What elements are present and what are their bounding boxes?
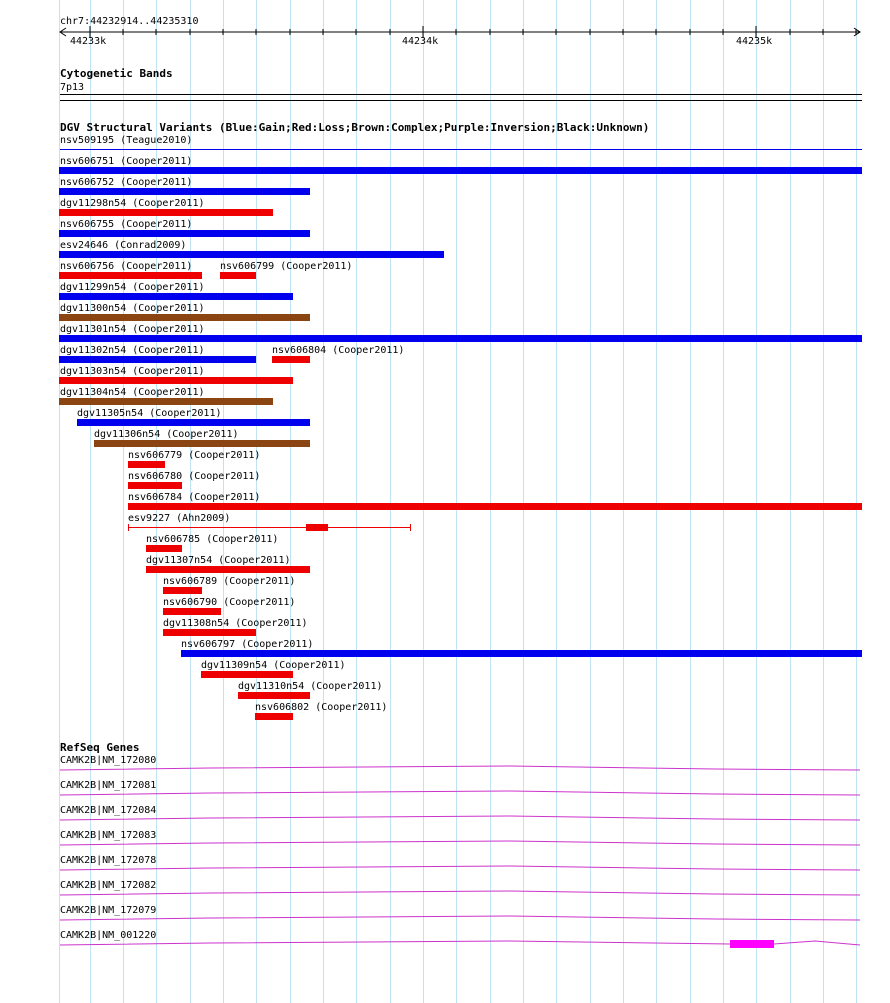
dgv-feature-label-dgv11309n54: dgv11309n54 (Cooper2011) [201, 660, 346, 671]
refseq-transcript-NM_172079[interactable] [60, 916, 860, 920]
refseq-gene-label-NM_172078: CAMK2B|NM_172078 [60, 855, 157, 866]
refseq-transcript-NM_172083[interactable] [60, 841, 860, 845]
dgv-feature-label-dgv11306n54: dgv11306n54 (Cooper2011) [94, 429, 239, 440]
dgv-feature-label-nsv606799: nsv606799 (Cooper2011) [220, 261, 353, 272]
dgv-feature-label-nsv606751: nsv606751 (Cooper2011) [60, 156, 193, 167]
refseq-gene-label-NM_172082: CAMK2B|NM_172082 [60, 880, 157, 891]
dgv-feature-label-esv24646: esv24646 (Conrad2009) [60, 240, 187, 251]
dgv-feature-label-nsv606752: nsv606752 (Cooper2011) [60, 177, 193, 188]
dgv-feature-label-nsv606804: nsv606804 (Cooper2011) [272, 345, 405, 356]
dgv-feature-label-nsv606784: nsv606784 (Cooper2011) [128, 492, 261, 503]
dgv-feature-label-dgv11310n54: dgv11310n54 (Cooper2011) [238, 681, 383, 692]
cytoband-track-title: Cytogenetic Bands [60, 67, 173, 80]
dgv-feature-label-dgv11299n54: dgv11299n54 (Cooper2011) [60, 282, 205, 293]
dgv-feature-label-dgv11303n54: dgv11303n54 (Cooper2011) [60, 366, 205, 377]
ruler-tick-label-44234k: 44234k [402, 36, 439, 47]
dgv-feature-label-nsv606780: nsv606780 (Cooper2011) [128, 471, 261, 482]
refseq-transcript-NM_172081[interactable] [60, 791, 860, 795]
refseq-gene-label-NM_172083: CAMK2B|NM_172083 [60, 830, 157, 841]
dgv-feature-label-nsv606785: nsv606785 (Cooper2011) [146, 534, 279, 545]
dgv-feature-label-nsv606779: nsv606779 (Cooper2011) [128, 450, 261, 461]
dgv-feature-label-nsv606790: nsv606790 (Cooper2011) [163, 597, 296, 608]
dgv-feature-label-dgv11301n54: dgv11301n54 (Cooper2011) [60, 324, 205, 335]
dgv-feature-label-dgv11304n54: dgv11304n54 (Cooper2011) [60, 387, 205, 398]
refseq-gene-label-NM_172080: CAMK2B|NM_172080 [60, 755, 157, 766]
dgv-feature-label-nsv606802: nsv606802 (Cooper2011) [255, 702, 388, 713]
dgv-feature-label-nsv606755: nsv606755 (Cooper2011) [60, 219, 193, 230]
refseq-gene-label-NM_172079: CAMK2B|NM_172079 [60, 905, 157, 916]
refseq-track-title: RefSeq Genes [60, 741, 140, 754]
refseq-transcript-NM_172078[interactable] [60, 866, 860, 870]
cytoband-band-label: 7p13 [60, 82, 85, 93]
ruler-tick-label-44233k: 44233k [70, 36, 107, 47]
ruler-location: chr7:44232914..44235310 [60, 16, 199, 27]
refseq-exon-block[interactable] [730, 940, 774, 948]
dgv-feature-label-dgv11298n54: dgv11298n54 (Cooper2011) [60, 198, 205, 209]
dgv-feature-label-dgv11307n54: dgv11307n54 (Cooper2011) [146, 555, 291, 566]
refseq-gene-label-NM_172084: CAMK2B|NM_172084 [60, 805, 157, 816]
dgv-feature-label-nsv606789: nsv606789 (Cooper2011) [163, 576, 296, 587]
dgv-feature-label-dgv11302n54: dgv11302n54 (Cooper2011) [60, 345, 205, 356]
refseq-transcript-NM_172082[interactable] [60, 891, 860, 895]
refseq-transcript-NM_172084[interactable] [60, 816, 860, 820]
refseq-gene-label-NM_001220: CAMK2B|NM_001220 [60, 930, 157, 941]
refseq-transcript-NM_172080[interactable] [60, 766, 860, 770]
dgv-feature-label-dgv11300n54: dgv11300n54 (Cooper2011) [60, 303, 205, 314]
dgv-feature-label-nsv606756: nsv606756 (Cooper2011) [60, 261, 193, 272]
refseq-gene-label-NM_172081: CAMK2B|NM_172081 [60, 780, 157, 791]
dgv-feature-label-esv9227: esv9227 (Ahn2009) [128, 513, 231, 524]
dgv-feature-label-dgv11305n54: dgv11305n54 (Cooper2011) [77, 408, 222, 419]
dgv-feature-label-nsv606797: nsv606797 (Cooper2011) [181, 639, 314, 650]
dgv-feature-label-dgv11308n54: dgv11308n54 (Cooper2011) [163, 618, 308, 629]
dgv-first-label: nsv509195 (Teague2010) [60, 135, 193, 146]
dgv-track-title: DGV Structural Variants (Blue:Gain;Red:Loss;Brown:Complex;Purple:Inversion;Black:Unknown) [60, 121, 650, 134]
ruler-tick-label-44235k: 44235k [736, 36, 773, 47]
